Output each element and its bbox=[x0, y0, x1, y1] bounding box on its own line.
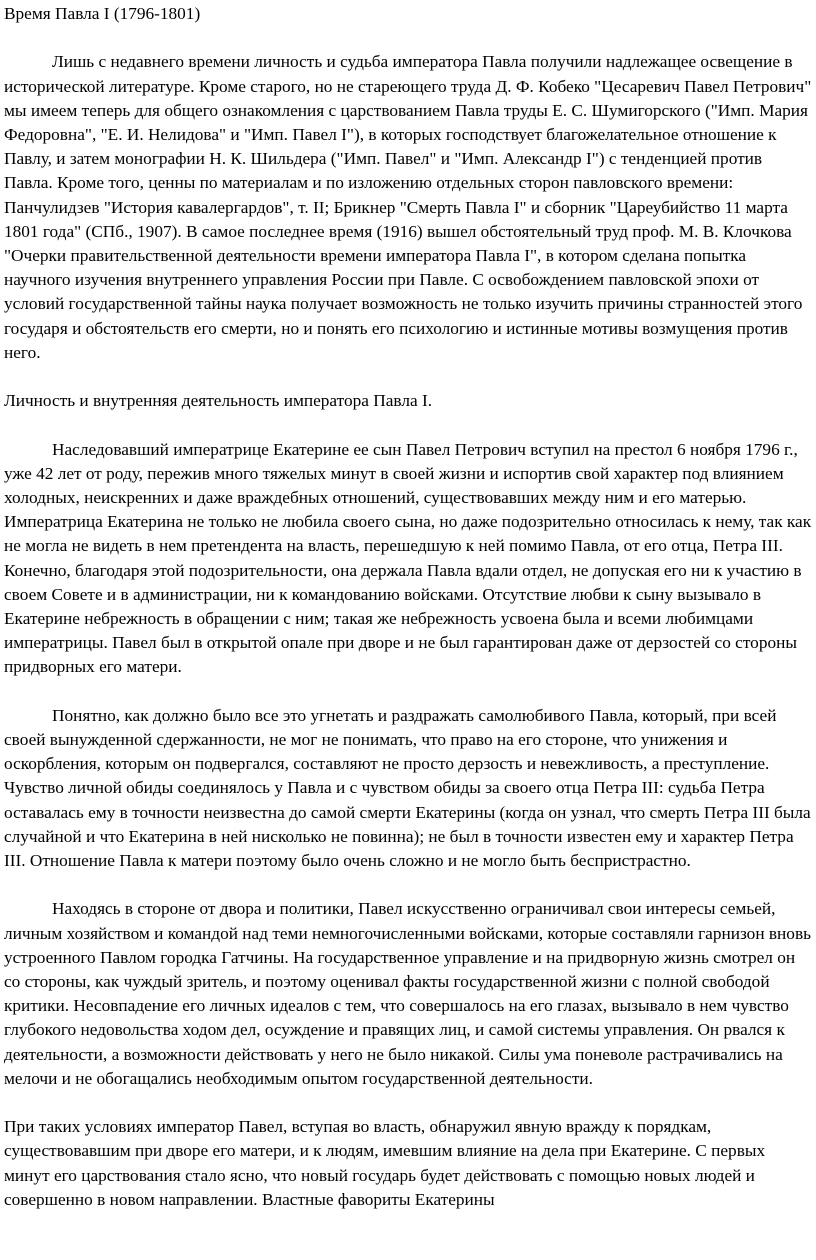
body-paragraph-2: Понятно, как должно было все это угнетать и раздражать самолюбивого Павла, который, при всей своей вынужденной сдержанности, не мог не понимать, что право на его стороне, что унижения и оскорбления, которым он подвергался, составляют не просто дерзость и невежливость, а преступление. Чувство личной обиды соединялось у Павла и с чувством обиды за своего отца Петра III: судьба Петра оставалась ему в точности неизвестна до самой смерти Екатерины (когда он узнал, что смерть Петра III была случайной и что Екатерина в ней нисколько не повинна); не был в точности известен ему и характер Петра III. Отношение Павла к матери поэтому было очень сложно и не могло быть беспристрастно. bbox=[4, 705, 811, 871]
body-paragraph-1: Наследовавший императрице Екатерине ее сын Павел Петрович вступил на престол 6 ноября 1796 г., уже 42 лет от роду, пережив много тяжелых минут в своей жизни и испортив свой характер под влиянием холодных, неискренних и даже враждебных отношений, существовавших между ним и его матерью. Императрица Екатерина не только не любила своего сына, но даже подозрительно относилась к нему, так как не могла не видеть в нем претендента на власть, перешедшую к ней помимо Павла, от его отца, Петра III. Конечно, благодаря этой подозрительности, она держала Павла вдали отдел, не допуская его ни к участию в своем Совете и в администрации, ни к командованию войсками. Отсутствие любви к сыну вызывало в Екатерине небрежность в обращении с ним; такая же небрежность усвоена была и всеми любимцами императрицы. Павел был в открытой опале при дворе и не был гарантирован даже от дерзостей со стороны придворных его матери. bbox=[4, 439, 812, 677]
closing-paragraph: При таких условиях император Павел, вступая во власть, обнаружил явную вражду к порядкам, существовавшим при дворе его матери, и к людям, имевшим влияние на дела при Екатерине. С первых минут его царствования стало ясно, что новый государь будет действовать с помощью новых людей и совершенно в новом направлении. Властные фавориты Екатерины bbox=[4, 1117, 766, 1209]
body-paragraph-3: Находясь в стороне от двора и политики, Павел искусственно ограничивал свои интересы семьей, личным хозяйством и командой над теми немногочисленными войсками, которые составляли гарнизон вновь устроенного Павлом городка Гатчины. На государственное управление и на придворную жизнь смотрел он со стороны, как чуждый зритель, и поэтому оценивал факты государственной жизни с полной свободой критики. Несовпадение его личных идеалов с тем, что совершалось на его глазах, вызывало в нем чувство глубокого недовольства ходом дел, осуждение и правящих лиц, и самой системы управления. Он рвался к деятельности, а возможности действовать у него не было никакой. Силы ума поневоле растрачивались на мелочи и не обогащались необходимым опытом государственной деятельности. bbox=[4, 899, 811, 1088]
document-title: Время Павла I (1796-1801) bbox=[4, 4, 201, 23]
intro-paragraph: Лишь с недавнего времени личность и судьба императора Павла получили надлежащее освещение в исторической литературе. Кроме старого, но не стареющего труда Д. Ф. Кобеко "Цесаревич Павел Петрович" мы имеем теперь для общего ознакомления с царствованием Павла труды Е. С. Шумигорского ("Имп. Мария Федоровна", "Е. И. Нелидова" и "Имп. Павел I"), в которых господствует благожелательное отношение к Павлу, и затем монографии Н. К. Шильдера ("Имп. Павел" и "Имп. Александр I") с тенденцией против Павла. Кроме того, ценны по материалам и по изложению отдельных сторон павловского времени: Панчулидзев "История кавалергардов", т. II; Брикнер "Смерть Павла I" и сборник "Цареубийство 11 марта 1801 года" (СПб., 1907). В самое последнее время (1916) вышел обстоятельный труд проф. М. В. Клочкова "Очерки правительственной деятельности времени императора Павла I", в котором сделана попытка научного изучения внутреннего управления России при Павле. С освобождением павловской эпохи от условий государственной тайны наука получает возможность не только изучить причины странностей этого государя и обстоятельств его смерти, но и понять его психологию и истинные мотивы возмущения против него. bbox=[4, 52, 812, 362]
section-title: Личность и внутренняя деятельность императора Павла I. bbox=[4, 391, 433, 411]
